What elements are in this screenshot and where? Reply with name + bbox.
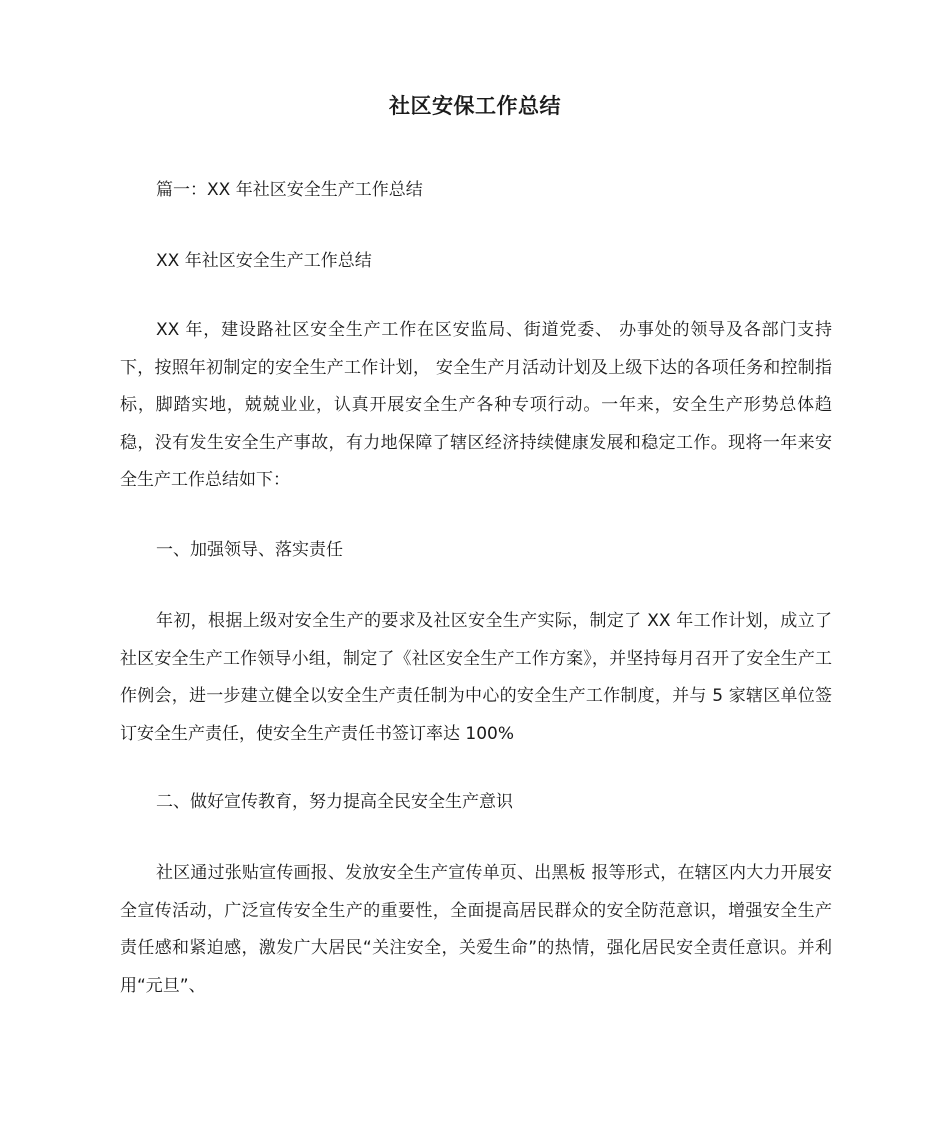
subtitle: XX 年社区安全生产工作总结 <box>156 251 372 271</box>
intro-paragraph: XX 年，建设路社区安全生产工作在区安监局、街道党委、 办事处的领导及各部门支持下，按照年初制定的安全生产工作计划， 安全生产月活动计划及上级下达的各项任务和控制指标，脚踏实地，兢兢业业，认真开展安全生产各种专项行动。一年来，安全生产形势总体趋稳，没有发生安全生产事故，有力地保障了辖区经济持续健康发展和稳定工作。现将一年来安全生产工作总结如下： <box>120 320 832 490</box>
document-title: 社区安保工作总结 <box>389 94 561 118</box>
section-heading-leadership: 一、加强领导、落实责任 <box>156 540 343 560</box>
section-heading-part-one: 篇一：XX 年社区安全生产工作总结 <box>156 180 423 200</box>
leadership-paragraph: 年初，根据上级对安全生产的要求及社区安全生产实际，制定了 XX 年工作计划，成立了社区安全生产工作领导小组，制定了《社区安全生产工作方案》，并坚持每月召开了安全生产工作例会，进一步建立健全以安全生产责任制为中心的安全生产工作制度，并与 5 家辖区单位签订安全生产责任，使安全生产责任书签订率达 100% <box>120 611 832 744</box>
education-paragraph: 社区通过张贴宣传画报、发放安全生产宣传单页、出黑板 报等形式，在辖区内大力开展安全宣传活动，广泛宣传安全生产的重要性，全面提高居民群众的安全防范意识，增强安全生产责任感和紧迫感，激发广大居民“关注安全，关爱生命”的热情，强化居民安全责任意识。并利用“元旦”、 <box>120 863 832 996</box>
section-heading-education: 二、做好宣传教育，努力提高全民安全生产意识 <box>156 792 513 812</box>
